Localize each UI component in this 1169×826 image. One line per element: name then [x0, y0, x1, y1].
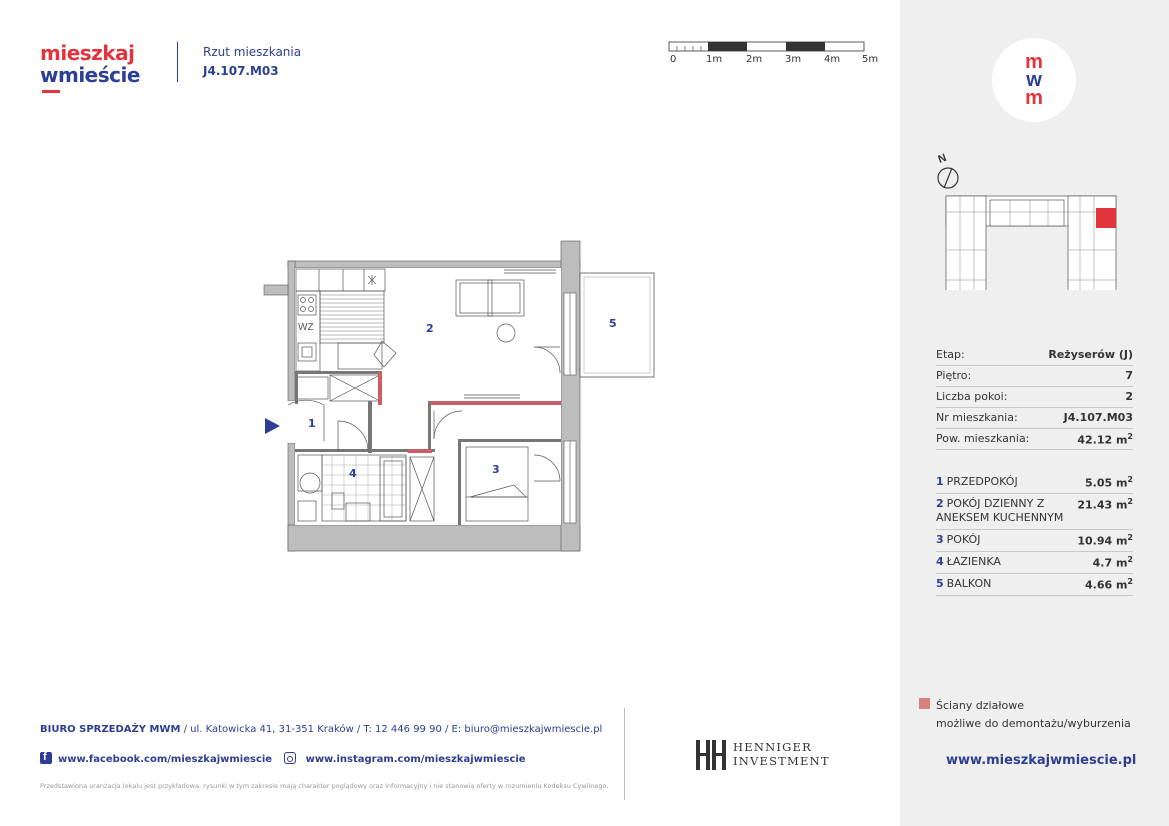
apartment-code: J4.107.M03 [203, 64, 279, 78]
floor-plan [258, 235, 658, 555]
header-divider [177, 42, 178, 82]
room-row-3: 3 POKÓJ 10.94 $m^2$ [936, 530, 1133, 552]
room-row-2: 2 POKÓJ DZIENNY Z ANEKSEM KUCHENNYM 21.43 $m^2$ [936, 494, 1133, 530]
room-label-4: 4 [349, 467, 357, 480]
legend-line-1: Ściany działowe [936, 699, 1024, 712]
footer-divider [624, 708, 625, 800]
scale-label-3: 3m [785, 54, 802, 65]
brand-logo-line2: wmieście [40, 63, 140, 87]
henniger-logo-mark [694, 738, 728, 772]
legend-swatch-removable-wall [919, 698, 930, 709]
detail-row-area: Pow. mieszkania: 42.12 $m^2$ [936, 429, 1133, 450]
detail-row-stage: Etap: Reżyserów (J) [936, 345, 1133, 366]
website-link[interactable]: www.mieszkajwmiescie.pl [946, 753, 1137, 768]
room-list [936, 472, 1133, 596]
scale-label-4: 4m [824, 54, 841, 65]
instagram-link[interactable]: www.instagram.com/mieszkajwmiescie [305, 754, 526, 765]
mwm-logo[interactable] [992, 38, 1076, 122]
room-label-1: 1 [308, 417, 316, 430]
detail-row-apartment-number: Nr mieszkania: J4.107.M03 [936, 408, 1133, 429]
page-title: Rzut mieszkania [203, 45, 302, 59]
scale-label-1: 1m [706, 54, 723, 65]
svg-text:m: m [1025, 87, 1043, 109]
room-label-3: 3 [492, 463, 500, 476]
social-links [40, 752, 526, 765]
room-row-4: 4 ŁAZIENKA 4.7 $m^2$ [936, 552, 1133, 574]
facebook-icon [40, 752, 52, 764]
svg-text:w: w [1026, 69, 1042, 91]
kitchen-label: WZ [298, 322, 314, 333]
mwm-logo-mark [992, 38, 1076, 122]
legend-line-2: możliwe do demontażu/wyburzenia [936, 717, 1131, 730]
instagram-icon [284, 752, 296, 764]
disclaimer: Przedstawiona aranżacja lokalu jest przykładowa, rysunki w tym zakresie mają charakter poglądowy oraz informacyjny i nie stanowią oferty w rozumieniu Kodeksu Cywilnego. [40, 782, 609, 790]
room-row-5: 5 BALKON 4.66 $m^2$ [936, 574, 1133, 596]
room-label-2: 2 [426, 322, 434, 335]
floor-plan-drawing [258, 235, 658, 555]
detail-row-floor: Piętro: 7 [936, 366, 1133, 387]
room-row-1: 1 PRZEDPOKÓJ 5.05 $m^2$ [936, 472, 1133, 494]
scale-label-2: 2m [746, 54, 763, 65]
brand-logo[interactable] [40, 42, 150, 86]
room-label-5: 5 [609, 317, 617, 330]
scale-label-5: 5m [862, 54, 879, 65]
facebook-link[interactable]: www.facebook.com/mieszkajwmiescie [58, 754, 273, 765]
apartment-details [936, 345, 1133, 450]
investor-name[interactable]: HENNIGER INVESTMENT [733, 740, 830, 768]
scale-label-0: 0 [670, 54, 677, 65]
scale-bar [668, 40, 878, 70]
brand-logo-underline [42, 90, 60, 93]
site-key-plan [930, 150, 1140, 290]
detail-row-rooms-count: Liczba pokoi: 2 [936, 387, 1133, 408]
brand-logo-line1: mieszkaj [40, 41, 135, 65]
sales-office-info: BIURO SPRZEDAŻY MWM / ul. Katowicka 41, 31-351 Kraków / T: 12 446 99 90 / E: biuro@mieszkajwmiescie.pl [40, 724, 603, 735]
svg-text:m: m [1025, 51, 1043, 73]
north-label: N [936, 151, 949, 166]
